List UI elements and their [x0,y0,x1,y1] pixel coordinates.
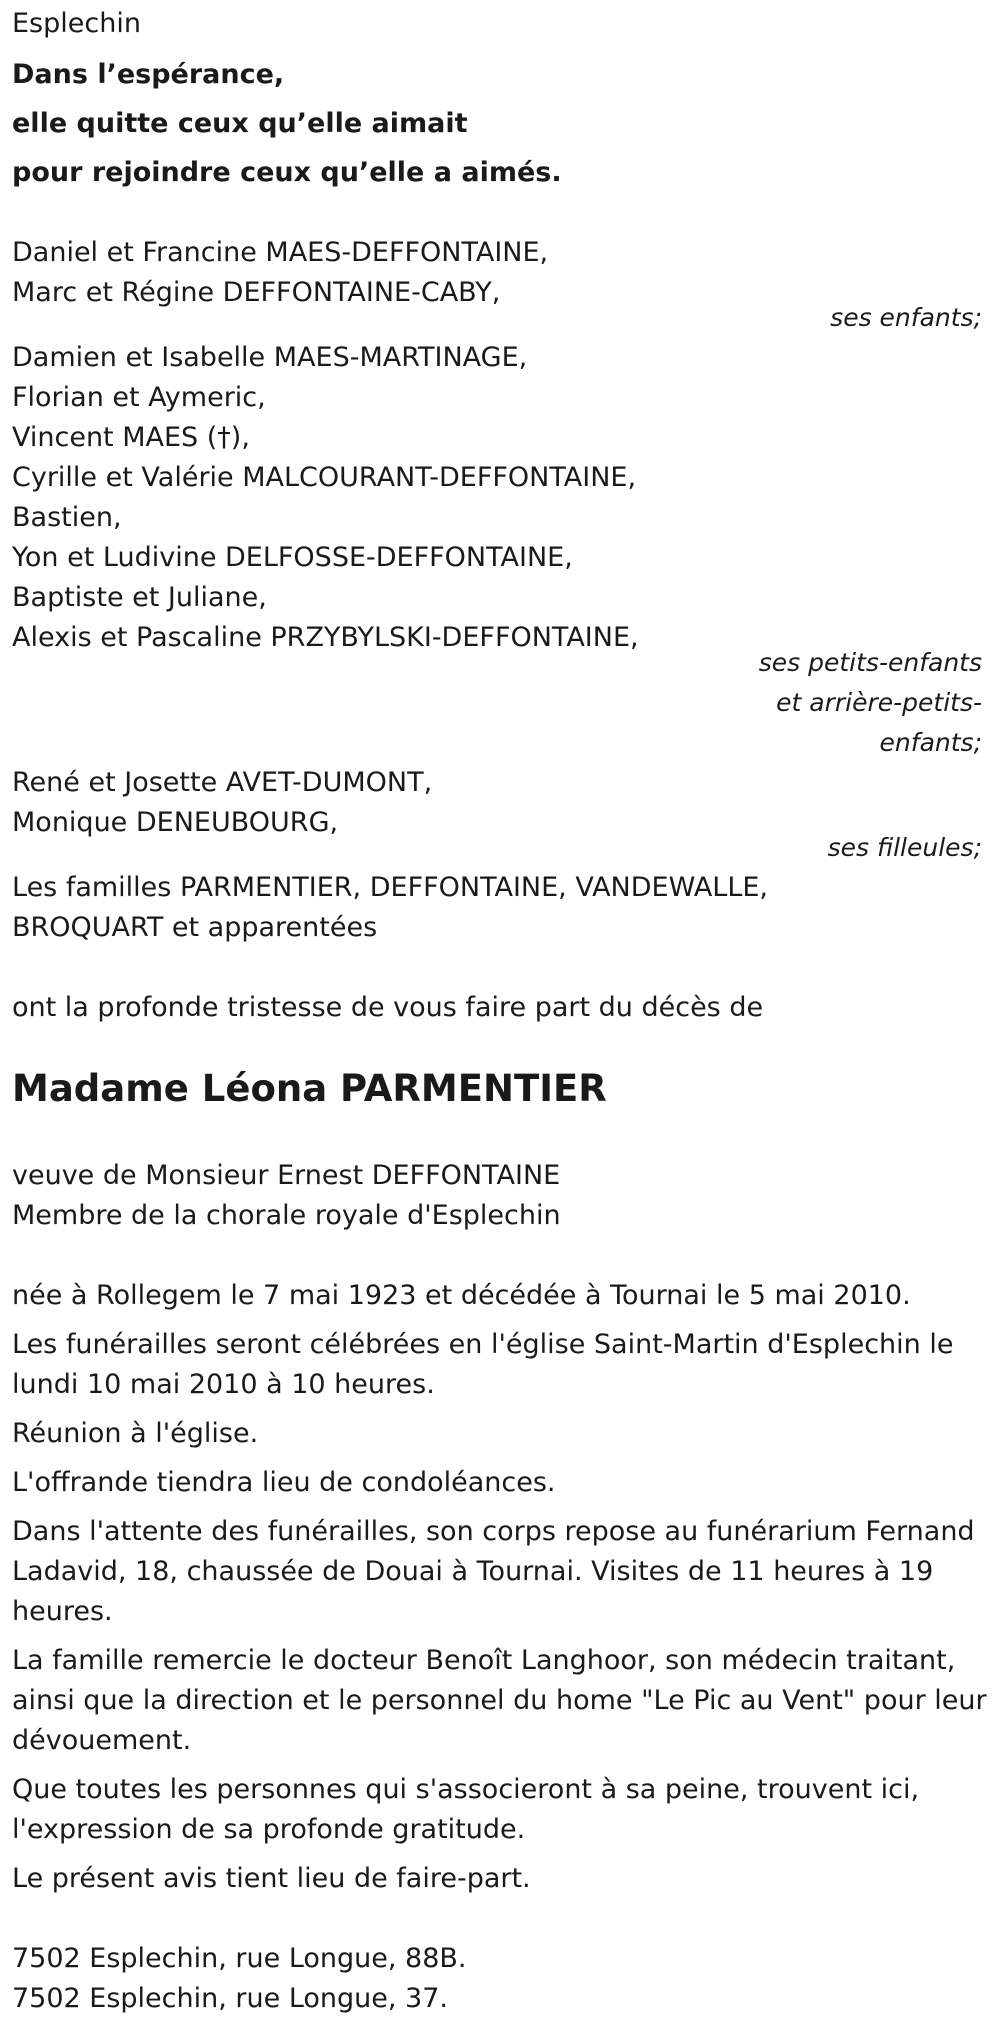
grandchild-name: Alexis et Pascaline PRZYBYLSKI-DEFFONTAINE, [12,622,639,653]
child-name: Daniel et Francine MAES-DEFFONTAINE, [12,237,549,268]
quote-line-2: elle quitte ceux qu’elle aimait [12,108,468,139]
notice-text: Le présent avis tient lieu de faire-part. [12,1863,531,1894]
grandchild-name: Bastien, [12,502,122,533]
gratitude-paragraph: Que toutes les personnes qui s'associeront à sa peine, trouvent ici, l'expression de sa profonde gratitude. [12,1774,920,1845]
grandchildren-role-line-1: ses petits-enfants [758,648,982,677]
child-name: Marc et Régine DEFFONTAINE-CABY, [12,277,501,308]
grandchild-name: Vincent MAES (†), [12,422,250,453]
grandchildren-role-line-3: enfants; [879,728,982,757]
funeral-paragraph: Les funérailles seront célébrées en l'église Saint-Martin d'Esplechin le lundi 10 mai 2010 à 10 heures. [12,1329,954,1400]
thanks-paragraph: La famille remercie le docteur Benoît Langhoor, son médecin traitant, ainsi que la direction et le personnel du home "Le Pic au Vent" pour leur dévouement. [12,1645,987,1756]
children-role: ses enfants; [830,303,982,332]
families-line-2: BROQUART et apparentées [12,912,378,943]
place-heading: Esplechin [12,8,141,39]
grandchild-name: Damien et Isabelle MAES-MARTINAGE, [12,342,528,373]
offering-text: L'offrande tiendra lieu de condoléances. [12,1467,556,1498]
grandchild-name: Cyrille et Valérie MALCOURANT-DEFFONTAINE, [12,462,637,493]
funerarium-paragraph: Dans l'attente des funérailles, son corps repose au funérarium Fernand Ladavid, 18, chaussée de Douai à Tournai. Visites de 11 heures à 19 heures. [12,1516,975,1627]
grandchild-name: Yon et Ludivine DELFOSSE-DEFFONTAINE, [12,542,573,573]
grandchildren-role-line-2: et arrière-petits- [776,688,982,717]
grandchild-name: Florian et Aymeric, [12,382,266,413]
announcement-text: ont la profonde tristesse de vous faire part du décès de [12,992,764,1023]
goddaughter-name: René et Josette AVET-DUMONT, [12,767,433,798]
address-line: 7502 Esplechin, rue Longue, 88B. [12,1943,467,1974]
birth-death-text: née à Rollegem le 7 mai 1923 et décédée à Tournai le 5 mai 2010. [12,1280,911,1311]
deceased-name: Madame Léona PARMENTIER [12,1067,607,1110]
address-line: 7502 Esplechin, rue Longue, 37. [12,1983,448,2014]
quote-line-1: Dans l’espérance, [12,59,285,90]
meeting-text: Réunion à l'église. [12,1418,259,1449]
families-line-1: Les familles PARMENTIER, DEFFONTAINE, VANDEWALLE, [12,872,769,903]
deceased-detail-choir: Membre de la chorale royale d'Esplechin [12,1200,561,1231]
goddaughter-name: Monique DENEUBOURG, [12,807,339,838]
grandchild-name: Baptiste et Juliane, [12,582,267,613]
goddaughters-role: ses filleules; [827,833,982,862]
quote-line-3: pour rejoindre ceux qu’elle a aimés. [12,157,562,188]
deceased-detail-widow: veuve de Monsieur Ernest DEFFONTAINE [12,1160,561,1191]
